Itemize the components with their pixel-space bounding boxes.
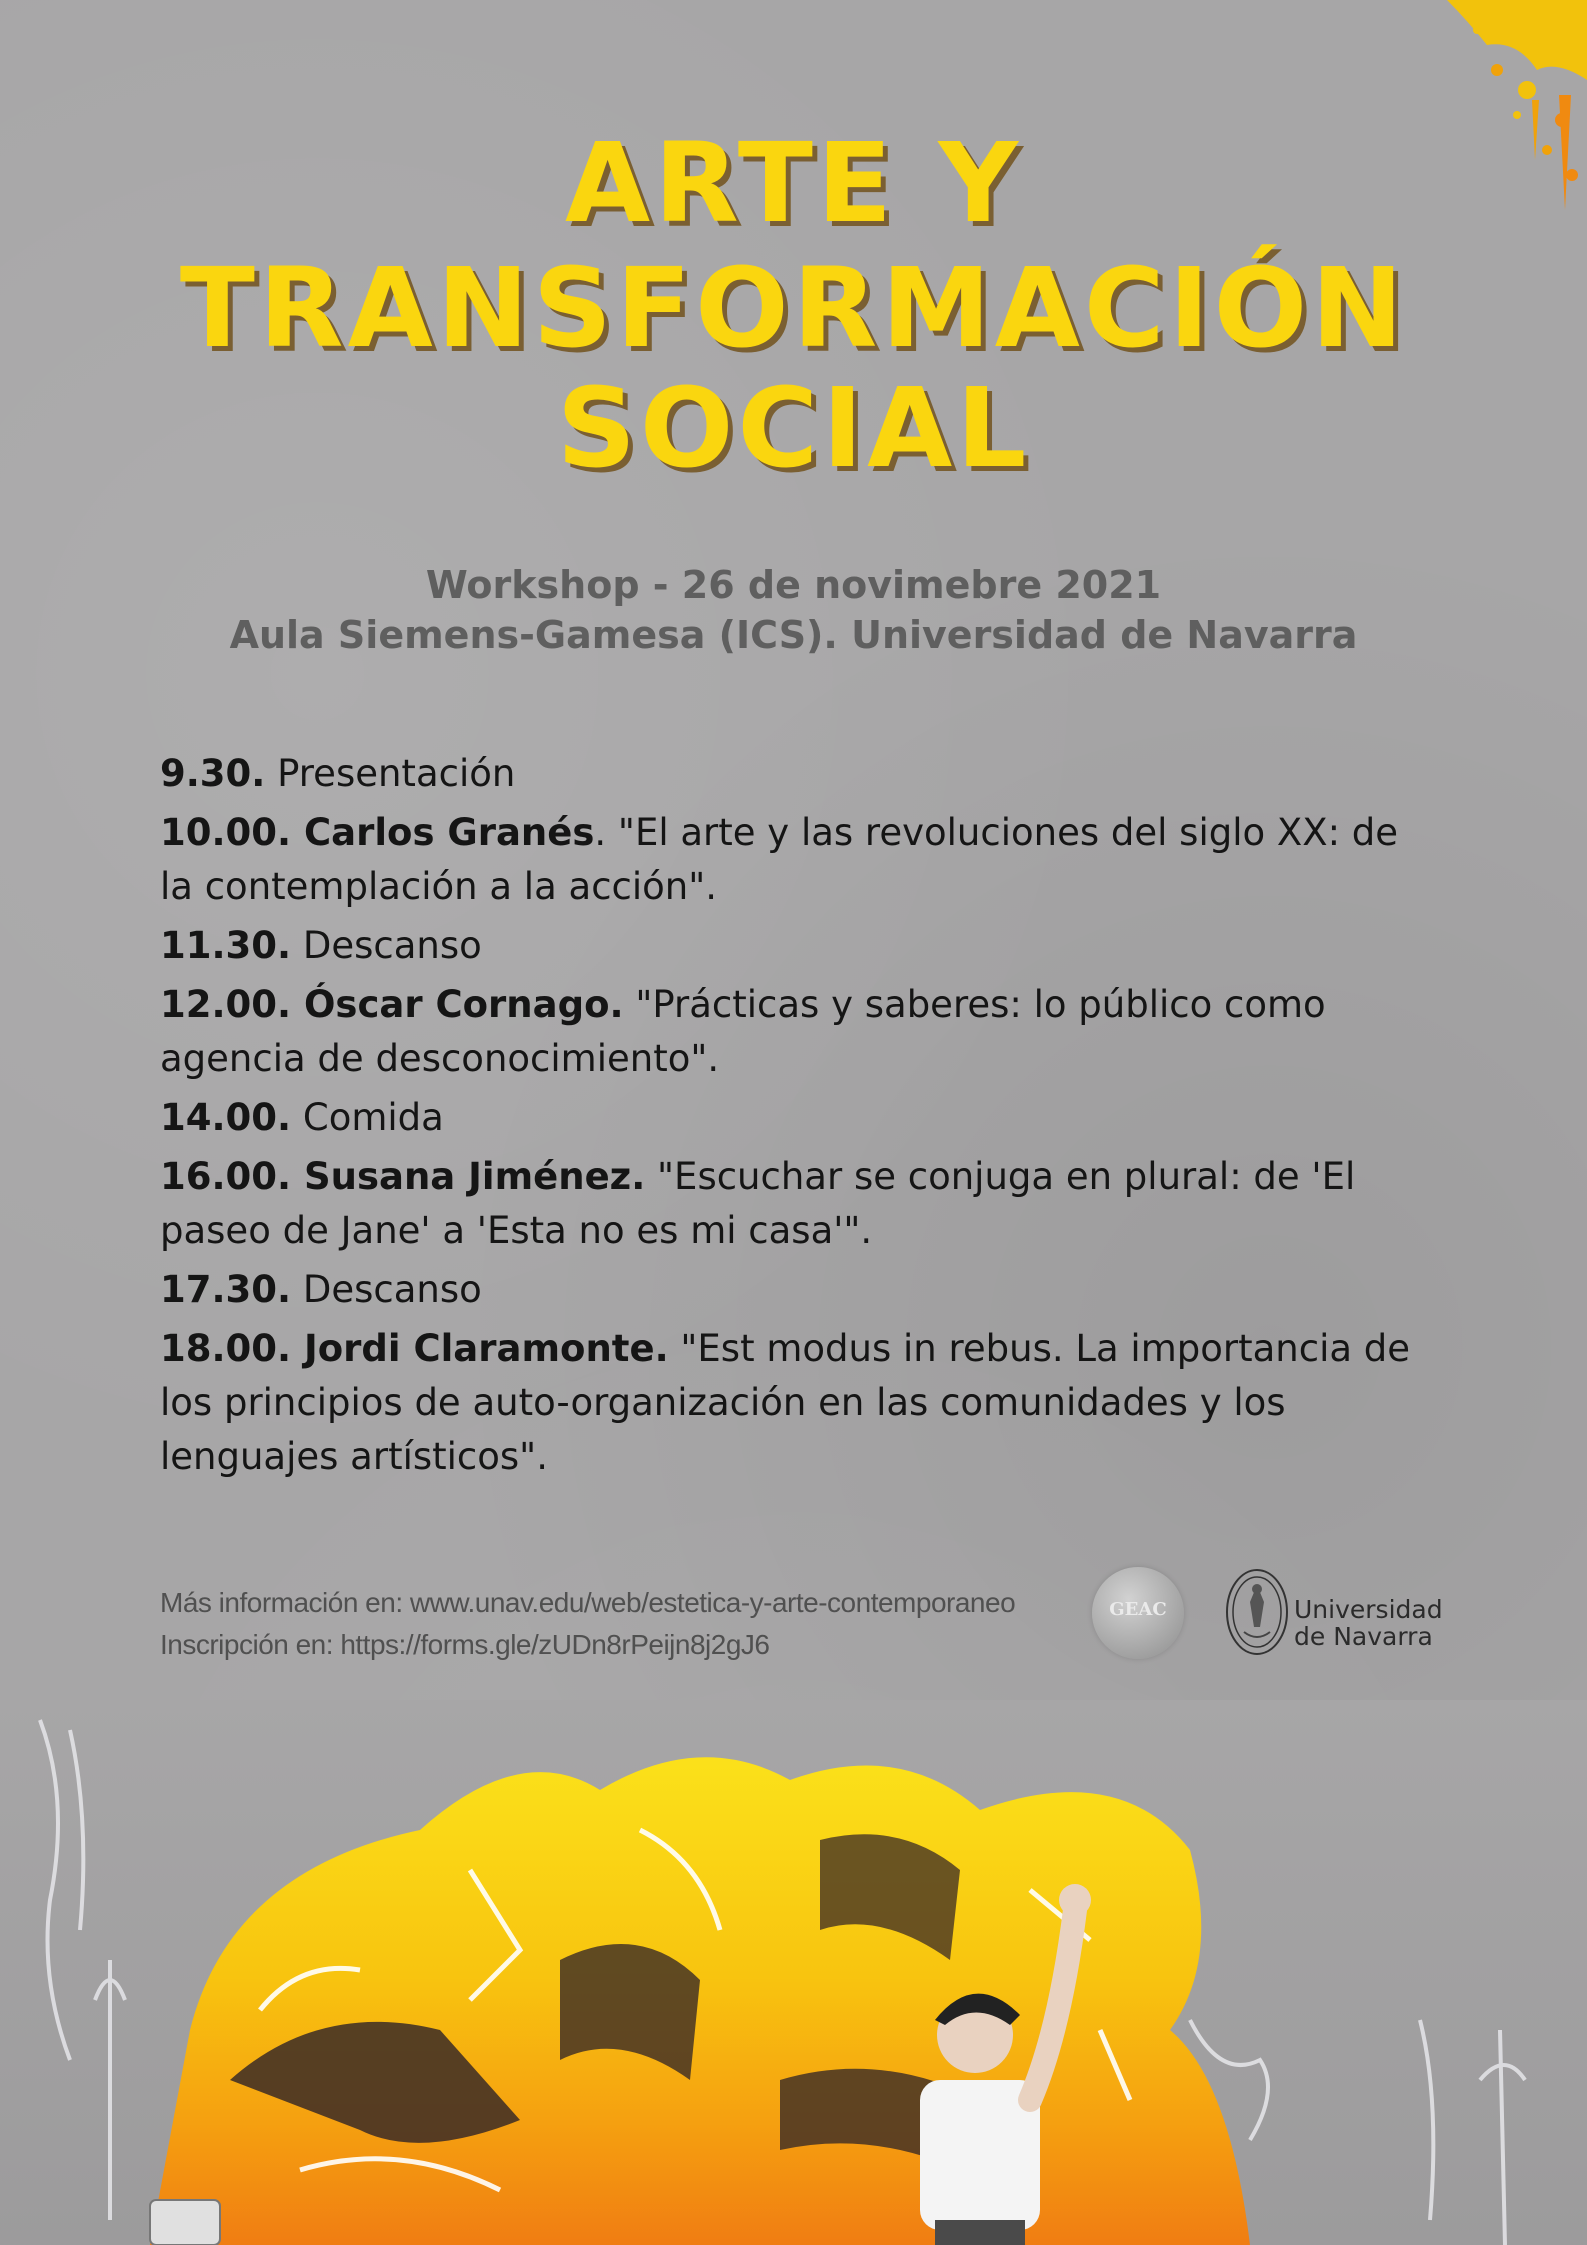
university-logo-text — [1294, 1596, 1443, 1650]
program-entry — [160, 1090, 1420, 1146]
program-text: "Est modus in rebus. La importancia de los principios de auto-organización en las comunidades y los lenguajes artísticos". — [160, 1327, 1411, 1478]
program-entry — [160, 806, 1420, 914]
program-text: Comida — [291, 1096, 444, 1139]
graffiti-mural-photo — [0, 1700, 1587, 2245]
program-speaker: Carlos Granés — [291, 811, 595, 854]
program-entry — [160, 978, 1420, 1086]
title-line-2: TRANSFORMACIÓN — [179, 244, 1408, 372]
university-name-line-2: de Navarra — [1294, 1622, 1433, 1651]
signup-link[interactable]: Inscripción en: https://forms.gle/zUDn8rPeijn8j2gJ6 — [160, 1629, 770, 1660]
program-speaker: Susana Jiménez. — [291, 1155, 646, 1198]
program-text: Descanso — [291, 924, 482, 967]
university-name-line-1: Universidad — [1294, 1595, 1443, 1624]
geac-logo — [1092, 1567, 1184, 1659]
title-line-1: ARTE Y — [564, 119, 1023, 247]
university-seal-icon — [1224, 1567, 1290, 1657]
geac-logo-text: GEAC — [1109, 1599, 1167, 1620]
program-text: Descanso — [291, 1268, 482, 1311]
program-entry — [160, 1262, 1420, 1318]
program-time: 9.30. — [160, 752, 266, 795]
program-time: 11.30. — [160, 924, 292, 967]
program-entry — [160, 746, 1420, 802]
venue: Aula Siemens-Gamesa (ICS). Universidad de Navarra — [229, 613, 1358, 657]
program-text: "Prácticas y saberes: lo público como agencia de desconocimiento". — [160, 983, 1326, 1080]
program-time: 12.00. — [160, 983, 292, 1026]
program-list — [160, 746, 1420, 1488]
program-time: 10.00. — [160, 811, 292, 854]
program-time: 17.30. — [160, 1268, 292, 1311]
title-line-3: SOCIAL — [556, 364, 1031, 492]
program-time: 16.00. — [160, 1155, 292, 1198]
more-info-link[interactable]: Más información en: www.unav.edu/web/estetica-y-arte-contemporaneo — [160, 1587, 1016, 1618]
program-speaker: Jordi Claramonte. — [291, 1327, 669, 1370]
program-text: Presentación — [265, 752, 516, 795]
program-entry — [160, 1150, 1420, 1258]
program-time: 14.00. — [160, 1096, 292, 1139]
program-entry — [160, 1322, 1420, 1484]
program-time: 18.00. — [160, 1327, 292, 1370]
program-text: "Escuchar se conjuga en plural: de 'El paseo de Jane' a 'Esta no es mi casa'". — [160, 1155, 1356, 1252]
workshop-date: Workshop - 26 de novimebre 2021 — [425, 563, 1162, 607]
program-speaker: Óscar Cornago. — [291, 983, 624, 1026]
program-text: . "El arte y las revoluciones del siglo XX: de la contemplación a la acción". — [160, 811, 1399, 908]
program-entry — [160, 918, 1420, 974]
info-block — [160, 1582, 1015, 1666]
